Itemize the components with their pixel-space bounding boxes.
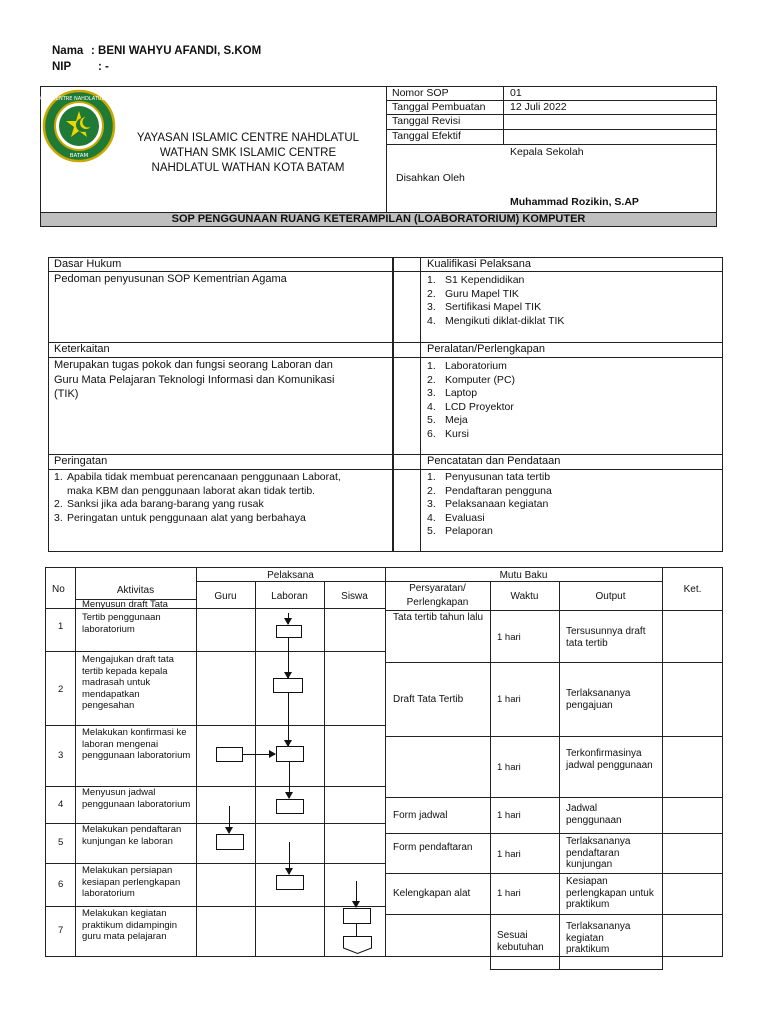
row-no: 4 [58, 799, 64, 810]
keterkaitan-title: Keterkaitan [54, 343, 110, 355]
row-aktivitas: Melakukan konfirmasi ke laboran mengenai penggunaan laboratorium [82, 727, 191, 761]
meta-value-pembuatan: 12 Juli 2022 [510, 101, 567, 113]
list-item: 1. Apabila tidak membuat perencanaan penggunaan Laborat, maka KBM dan penggunaan laborat akan tidak tertib. [54, 471, 341, 497]
row-aktivitas: Menyusun jadwal penggunaan laboratorium [82, 787, 191, 810]
row-output: Terkonfirmasinya jadwal penggunaan [566, 748, 653, 771]
flow-arrow [356, 881, 357, 907]
row-waktu: 1 hari [497, 632, 521, 643]
list-item: 6. Kursi [427, 427, 469, 440]
row-output: Terlaksananya kegiatan praktikum [566, 921, 631, 955]
list-item: 3. Sertifikasi Mapel TIK [427, 301, 542, 313]
list-item: 4. Mengikuti diklat-diklat TIK [427, 314, 565, 327]
col-pelaksana: Pelaksana [267, 570, 314, 581]
list-item: 3. Pelaksanaan kegiatan [427, 498, 549, 510]
list-item: 1. Laboratorium [427, 360, 507, 372]
row-no: 7 [58, 925, 64, 936]
col-waktu: Waktu [510, 591, 539, 602]
approved-role: Kepala Sekolah [510, 146, 584, 158]
list-item: 1. S1 Kependidikan [427, 274, 525, 286]
meta-label-pembuatan: Tanggal Pembuatan [392, 101, 486, 113]
row-aktivitas: Melakukan persiapan kesiapan perlengkapan laboratorium [82, 865, 181, 899]
row-waktu: 1 hari [497, 810, 521, 821]
row-no: 6 [58, 879, 64, 890]
list-item: 5. Pelaporan [427, 525, 493, 537]
row-no: 3 [58, 750, 64, 761]
flow-box-laboran-2 [273, 678, 303, 693]
peringatan-title: Peringatan [54, 455, 108, 467]
dasar-hukum-text: Pedoman penyusunan SOP Kementrian Agama [54, 273, 287, 285]
col-aktivitas: Aktivitas [116, 585, 155, 596]
list-item: 4. LCD Proyektor [427, 400, 514, 413]
kualifikasi-title: Kualifikasi Pelaksana [427, 258, 531, 270]
author-name-value: : BENI WAHYU AFANDI, S.KOM [91, 45, 262, 57]
row-aktivitas: Mengajukan draft tata tertib kepada kepala madrasah untuk mendapatkan pengesahan [82, 654, 174, 711]
flow-arrow [243, 754, 275, 755]
col-output: Output [595, 591, 626, 602]
flow-end-terminator [343, 936, 372, 954]
flow-box-siswa-7 [343, 908, 371, 924]
author-nip-value: : - [98, 61, 109, 73]
col-guru: Guru [214, 591, 237, 602]
flow-arrow [288, 613, 289, 624]
row-syarat: Form pendaftaran [393, 842, 473, 853]
list-item: 3. Laptop [427, 387, 478, 399]
flow-box-laboran-1 [276, 625, 302, 638]
col-no: No [52, 584, 65, 595]
org-line-2: WATHAN SMK ISLAMIC CENTRE [159, 147, 337, 159]
row-output: Jadwal penggunaan [566, 803, 622, 826]
keterkaitan-text: Merupakan tugas pokok dan fungsi seorang Laboran dan Guru Mata Pelajaran Teknologi Informasi dan Komunikasi (TIK) [54, 359, 335, 400]
col-siswa: Siswa [341, 591, 368, 602]
row-aktivitas: Melakukan kegiatan praktikum didampingin guru mata pelajaran [82, 908, 178, 942]
org-name [108, 131, 388, 176]
row-aktivitas: Tertib penggunaan laboratorium [82, 612, 161, 635]
author-name-label: Nama [52, 45, 84, 57]
row-syarat: Form jadwal [393, 810, 448, 821]
org-line-1: YAYASAN ISLAMIC CENTRE NAHDLATUL [136, 132, 360, 144]
row-output: Tersusunnya draft tata tertib [566, 626, 646, 649]
approved-name: Muhammad Rozikin, S.AP [510, 196, 639, 208]
row-waktu: 1 hari [497, 888, 521, 899]
row-syarat: Tata tertib tahun lalu [393, 612, 484, 623]
approved-label: Disahkan Oleh [396, 172, 465, 184]
row-syarat: Kelengkapan alat [393, 888, 471, 899]
meta-label-nomor: Nomor SOP [392, 87, 449, 99]
row-waktu: Sesuai kebutuhan [497, 930, 544, 953]
peralatan-list [427, 360, 515, 441]
pencatatan-list [427, 471, 552, 539]
peringatan-list [54, 471, 341, 525]
list-item: 2. Guru Mapel TIK [427, 287, 519, 300]
flow-arrow [229, 806, 230, 833]
list-item: 2. Pendaftaran pengguna [427, 484, 552, 497]
list-item: 3. Peringatan untuk penggunaan alat yang berbahaya [54, 511, 306, 524]
pencatatan-title: Pencatatan dan Pendataan [427, 455, 561, 467]
meta-label-efektif: Tanggal Efektif [392, 130, 461, 142]
row-output: Kesiapan perlengkapan untuk praktikum [566, 876, 654, 910]
list-item: 2. Komputer (PC) [427, 373, 516, 386]
row-no: 5 [58, 837, 64, 848]
aktivitas-pre: Menyusun draft Tata [82, 599, 168, 610]
flow-arrow [288, 638, 289, 678]
row-no: 1 [58, 621, 64, 632]
flow-arrow [288, 693, 289, 746]
meta-value-nomor: 01 [510, 87, 522, 99]
sop-title: SOP PENGGUNAAN RUANG KETERAMPILAN (LOABORATORIUM) KOMPUTER [171, 213, 586, 225]
col-syarat: Persyaratan/ Perlengkapan [406, 583, 469, 608]
logo-bottom-text: BATAM [69, 153, 89, 159]
flow-connector [356, 924, 357, 936]
flow-box-guru-3 [216, 747, 243, 762]
flow-arrow [289, 842, 290, 874]
list-item: 5. Meja [427, 414, 468, 426]
list-item: 1. Penyusunan tata tertib [427, 471, 551, 483]
row-syarat: Draft Tata Tertib [393, 694, 464, 705]
flow-box-laboran-4 [276, 799, 304, 814]
org-line-3: NAHDLATUL WATHAN KOTA BATAM [151, 162, 345, 174]
row-output: Terlaksananya pendaftaran kunjungan [566, 836, 631, 870]
flow-arrow [289, 762, 290, 798]
flow-box-guru-5 [216, 834, 244, 850]
flow-box-laboran-3 [276, 746, 304, 762]
author-nip-label: NIP [52, 61, 72, 73]
list-item: 2. Sanksi jika ada barang-barang yang rusak [54, 498, 264, 510]
flow-box-laboran-6 [276, 875, 304, 890]
row-aktivitas: Melakukan pendaftaran kunjungan ke laboran [82, 824, 182, 847]
row-waktu: 1 hari [497, 849, 521, 860]
col-laboran: Laboran [271, 591, 308, 602]
row-no: 2 [58, 684, 64, 695]
kualifikasi-list [427, 274, 564, 328]
list-item: 4. Evaluasi [427, 511, 485, 524]
logo-ring-text: ISLAMIC CENTRE NAHDLATUL WATHAN [30, 96, 128, 102]
meta-label-revisi: Tanggal Revisi [392, 115, 461, 127]
row-waktu: 1 hari [497, 694, 521, 705]
col-mutu: Mutu Baku [499, 570, 548, 581]
row-output: Terlaksananya pengajuan [566, 688, 631, 711]
col-ket: Ket. [683, 584, 702, 595]
row-waktu: 1 hari [497, 762, 521, 773]
peralatan-title: Peralatan/Perlengkapan [427, 343, 546, 355]
dasar-hukum-title: Dasar Hukum [54, 258, 122, 270]
school-logo [30, 88, 128, 164]
